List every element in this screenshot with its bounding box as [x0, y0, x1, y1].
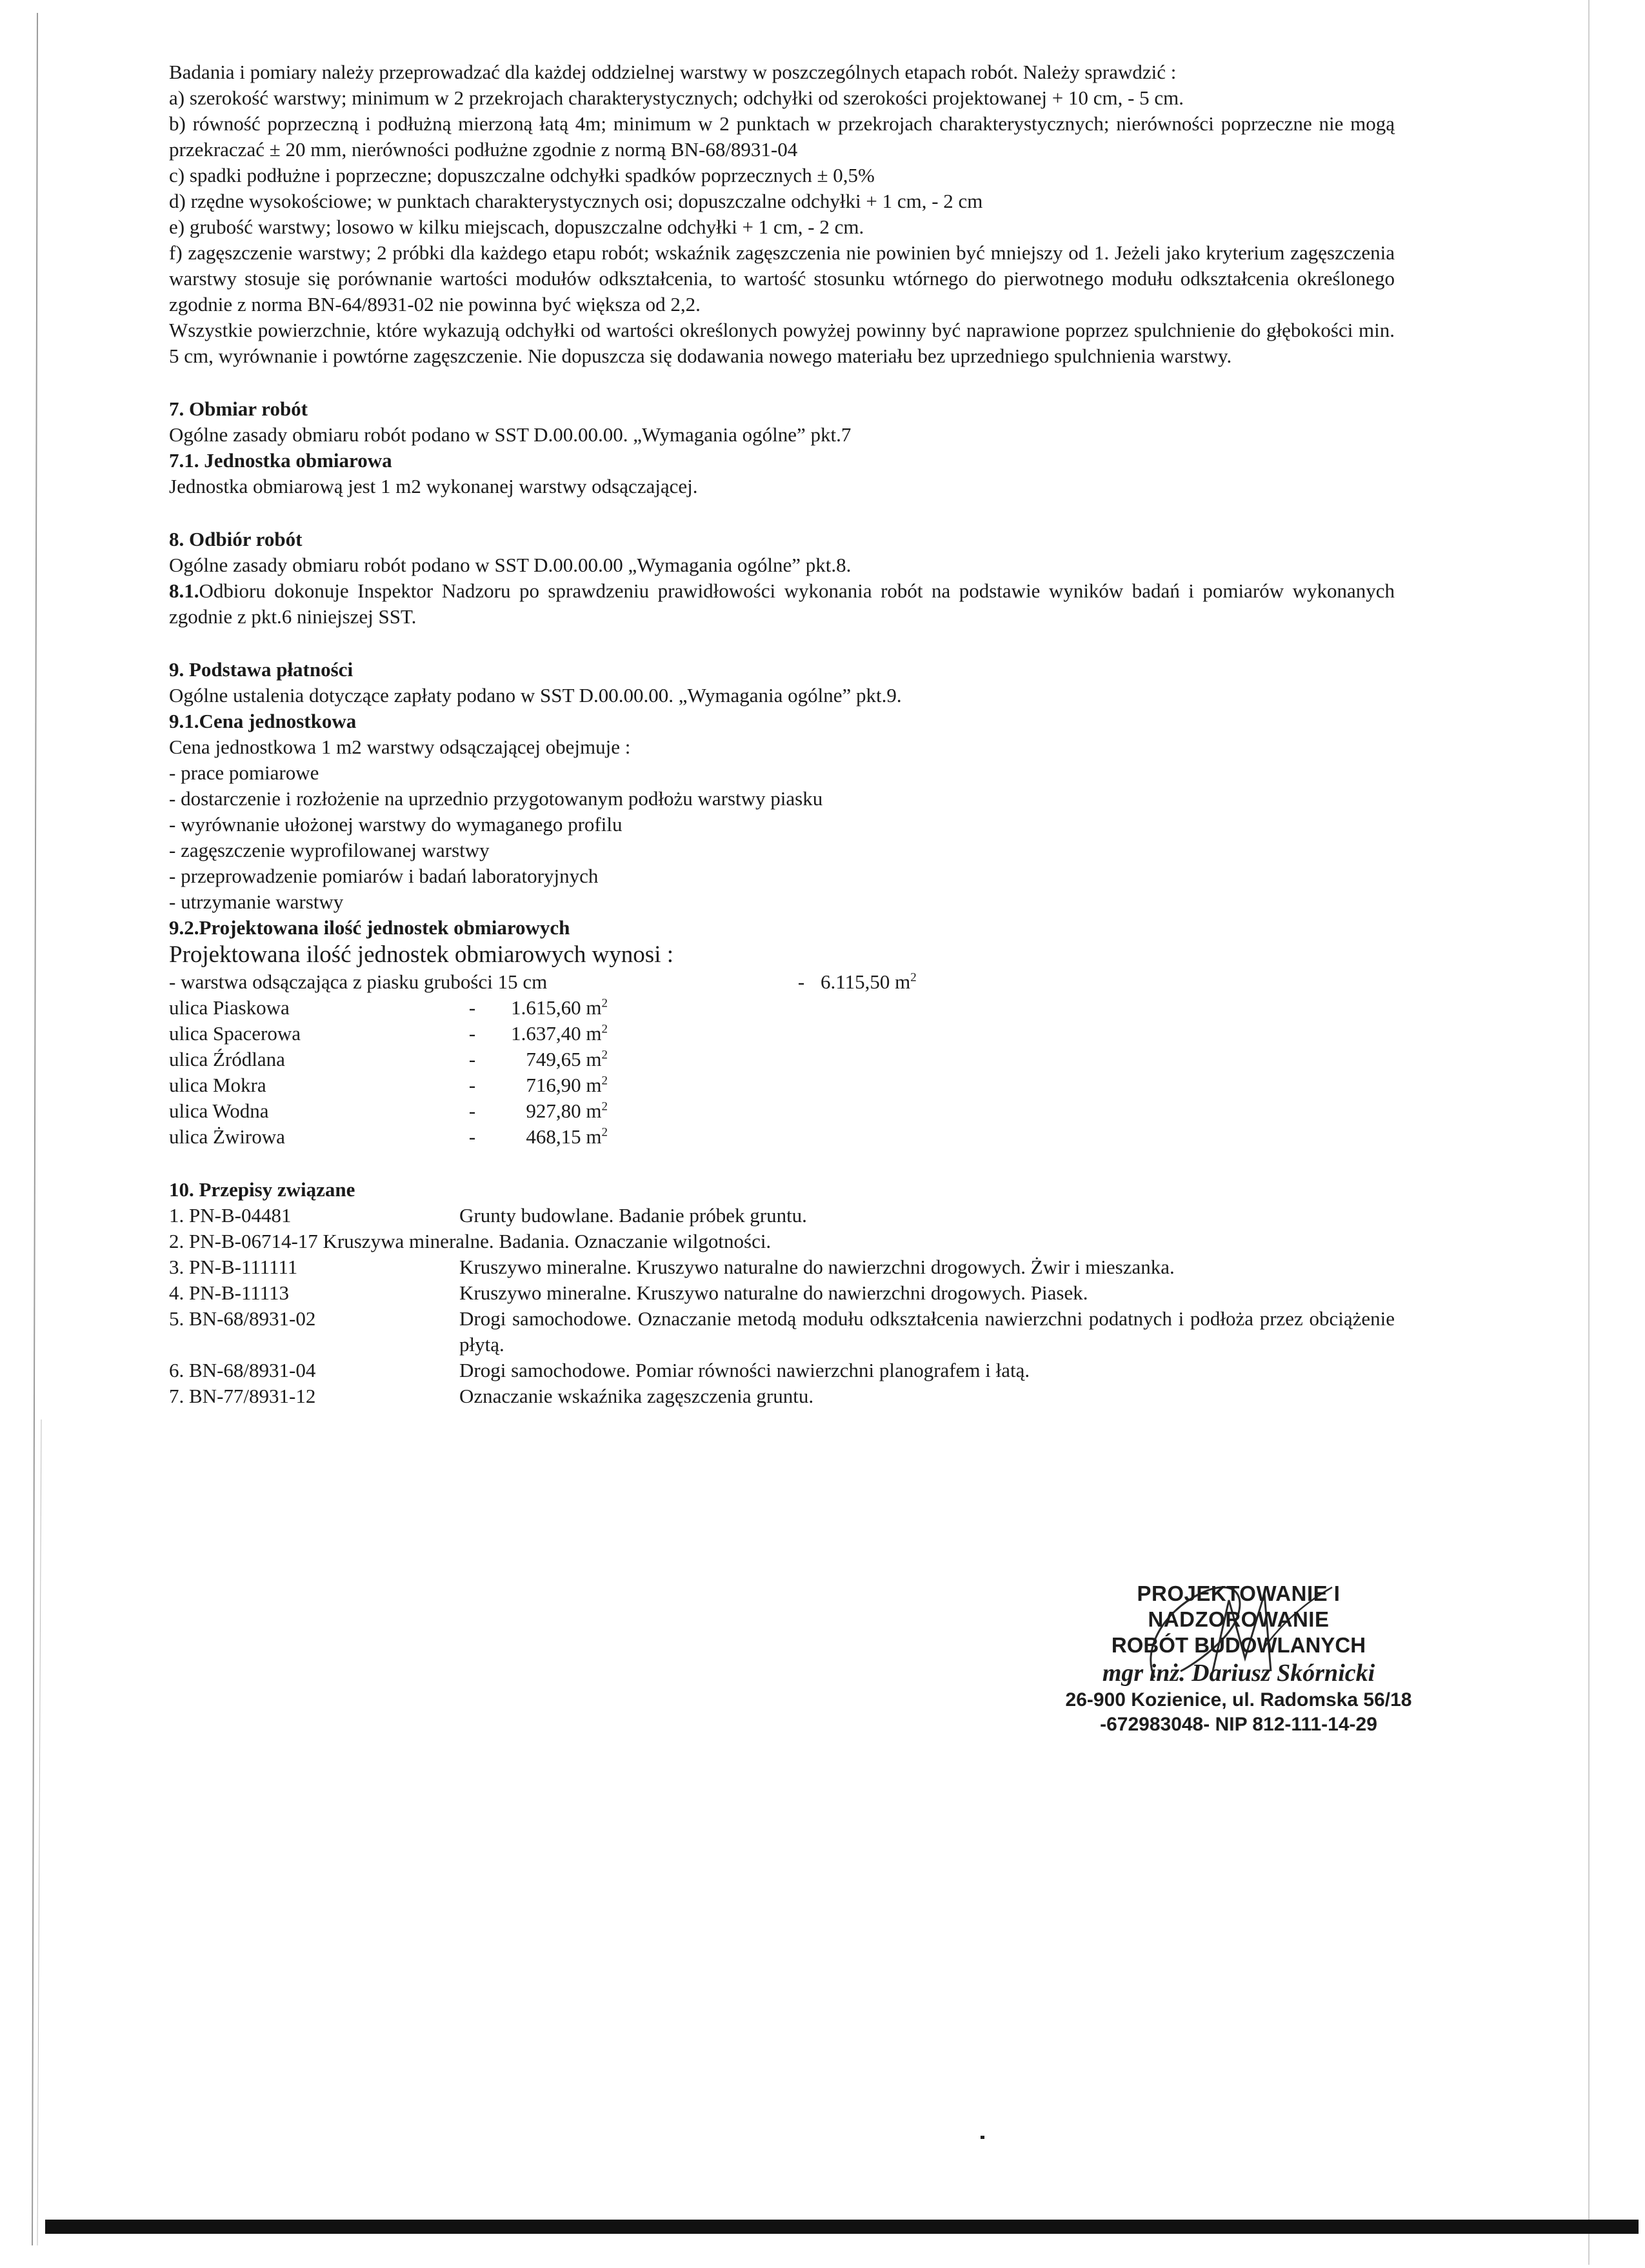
check-item-b: b) równość poprzeczną i podłużną mierzoną łatą 4m; minimum w 2 punktach w przekrojach charakterystycznych; nierówności poprzeczne nie mogą przekraczać ± 20 mm, nierówności podłużne zgodnie z normą BN-68/8931-04 — [169, 112, 1395, 161]
street-dash: - — [468, 1048, 476, 1070]
reference-row — [169, 1254, 1395, 1280]
reference-row — [169, 1280, 1395, 1306]
reference-code: 3. PN-B-111111 — [169, 1256, 298, 1278]
check-item-f: f) zagęszczenie warstwy; 2 próbki dla każdego etapu robót; wskaźnik zagęszczenia nie powinien być mniejszy od 1. Jeżeli jako kryterium zagęszczenia warstwy stosuje się porównanie wartości modułów odkształcenia, to wartość stosunku wtórnego do pierwotnego modułu odkształcenia określonego zgodnie z norma BN-64/8931-02 nie powinna być większa od 2,2. — [169, 241, 1395, 316]
street-quantity-row — [169, 1021, 1395, 1047]
section6-intro: Badania i pomiary należy przeprowadzać dla każdej oddzielnej warstwy w poszczególnych etapach robót. Należy sprawdzić : — [169, 61, 1177, 83]
street-quantity: 1.637,40 $m^2$ — [511, 1022, 608, 1045]
section8-heading: 8. Odbiór robót — [169, 528, 303, 550]
street-quantity: 468,15 $m^2$ — [526, 1125, 608, 1148]
reference-title: Drogi samochodowe. Pomiar równości nawierzchni planografem i łatą. — [459, 1359, 1030, 1381]
street-dash: - — [468, 1022, 476, 1045]
street-dash: - — [468, 1099, 476, 1122]
reference-row — [169, 1358, 1395, 1383]
stamp-line-company-2: ROBÓT BUDOWLANYCH — [1111, 1633, 1366, 1657]
reference-title: Grunty budowlane. Badanie próbek gruntu. — [459, 1204, 807, 1227]
reference-code: 5. BN-68/8931-02 — [169, 1307, 316, 1330]
reference-title: Kruszywa mineralne. Badania. Oznaczanie wilgotności. — [323, 1230, 772, 1252]
street-name: ulica Źródlana — [169, 1048, 285, 1070]
street-name: ulica Piaskowa — [169, 996, 290, 1019]
total-quantity-row — [169, 969, 1395, 995]
street-quantity-row — [169, 995, 1395, 1021]
stamp-line-name: mgr inż. Dariusz Skórnicki — [1102, 1660, 1375, 1687]
street-quantity-row — [169, 1072, 1395, 1098]
section9-1-intro: Cena jednostkowa 1 m2 warstwy odsączającej obejmuje : — [169, 736, 631, 758]
street-name: ulica Wodna — [169, 1099, 269, 1122]
check-item-e: e) grubość warstwy; losowo w kilku miejscach, dopuszczalne odchyłki + 1 cm, - 2 cm. — [169, 216, 864, 238]
street-quantity: 749,65 $m^2$ — [526, 1048, 608, 1070]
price-item: - dostarczenie i rozłożenie na uprzednio przygotowanym podłożu warstwy piasku — [169, 787, 823, 810]
scan-bottom-edge — [45, 2220, 1639, 2234]
reference-code: 4. PN-B-11113 — [169, 1281, 289, 1304]
section7-heading: 7. Obmiar robót — [169, 397, 308, 420]
reference-title: Drogi samochodowe. Oznaczanie metodą modułu odkształcenia nawierzchni podatnych i podłoża przez obciążenie płytą. — [459, 1307, 1395, 1356]
check-item-c: c) spadki podłużne i poprzeczne; dopuszczalne odchyłki spadków poprzecznych ± 0,5% — [169, 164, 875, 186]
section8-1-text: Odbioru dokonuje Inspektor Nadzoru po sprawdzeniu prawidłowości wykonania robót na podstawie wyników badań i pomiarów wykonanych zgodnie z pkt.6 niniejszej SST. — [169, 579, 1395, 628]
price-item: - przeprowadzenie pomiarów i badań laboratoryjnych — [169, 865, 599, 887]
reference-code: 6. BN-68/8931-04 — [169, 1359, 316, 1381]
reference-row — [169, 1306, 1395, 1358]
reference-row — [169, 1229, 1395, 1254]
total-quantity-dash: - — [797, 970, 805, 993]
reference-code: 1. PN-B-04481 — [169, 1204, 292, 1227]
section8-text: Ogólne zasady obmiaru robót podano w SST D.00.00.00 „Wymagania ogólne” pkt.8. — [169, 554, 852, 576]
street-dash: - — [468, 1125, 476, 1148]
price-item: - zagęszczenie wyprofilowanej warstwy — [169, 839, 490, 861]
total-quantity-value: 6.115,50 $m^2$ — [821, 970, 917, 993]
street-quantity: 716,90 $m^2$ — [526, 1074, 608, 1096]
reference-title: Kruszywo mineralne. Kruszywo naturalne do nawierzchni drogowych. Piasek. — [459, 1281, 1088, 1304]
reference-row — [169, 1203, 1395, 1229]
section9-2-intro: Projektowana ilość jednostek obmiarowych wynosi : — [169, 941, 674, 968]
document-body — [169, 59, 1395, 1409]
section6-closing: Wszystkie powierzchnie, które wykazują odchyłki od wartości określonych powyżej powinny być naprawione poprzez spulchnienie do głębokości min. 5 cm, wyrównanie i powtórne zagęszczenie. Nie dopuszcza się dodawania nowego materiału bez uprzedniego spulchnienia warstwy. — [169, 319, 1395, 367]
scan-left-shadow — [0, 0, 45, 2265]
section10-heading: 10. Przepisy związane — [169, 1178, 355, 1201]
street-name: ulica Spacerowa — [169, 1022, 301, 1045]
street-quantity: 1.615,60 $m^2$ — [511, 996, 608, 1019]
section9-text: Ogólne ustalenia dotyczące zapłaty podano w SST D.00.00.00. „Wymagania ogólne” pkt.9. — [169, 684, 902, 707]
section8-1-number: 8.1. — [169, 579, 199, 602]
section8-1-paragraph — [169, 578, 1395, 630]
section9-heading: 9. Podstawa płatności — [169, 658, 354, 681]
section9-2-heading: 9.2.Projektowana ilość jednostek obmiarowych — [169, 916, 570, 939]
section7-1-heading: 7.1. Jednostka obmiarowa — [169, 449, 392, 472]
street-quantity-row — [169, 1124, 1395, 1150]
price-item: - prace pomiarowe — [169, 761, 319, 784]
scan-speck — [981, 2136, 984, 2139]
reference-title: Oznaczanie wskaźnika zagęszczenia gruntu. — [459, 1385, 814, 1407]
stamp-line-address: 26-900 Kozienice, ul. Radomska 56/18 — [1065, 1689, 1412, 1711]
price-item: - wyrównanie ułożonej warstwy do wymaganego profilu — [169, 813, 623, 836]
scan-right-edge — [1588, 0, 1590, 2265]
street-dash: - — [468, 996, 476, 1019]
street-quantity-row — [169, 1098, 1395, 1124]
stamp-line-company: PROJEKTOWANIE I NADZOROWANIE — [1137, 1581, 1341, 1631]
reference-code: 2. PN-B-06714-17 — [169, 1230, 318, 1252]
stamp-line-phone-nip: -672983048- NIP 812-111-14-29 — [1100, 1714, 1377, 1735]
section9-1-heading: 9.1.Cena jednostkowa — [169, 710, 357, 732]
company-stamp — [1058, 1581, 1419, 1737]
reference-row — [169, 1383, 1395, 1409]
street-quantity: 927,80 $m^2$ — [526, 1099, 608, 1122]
street-quantity-row — [169, 1047, 1395, 1072]
street-name: ulica Mokra — [169, 1074, 266, 1096]
street-dash: - — [468, 1074, 476, 1096]
price-item: - utrzymanie warstwy — [169, 890, 344, 913]
reference-code: 7. BN-77/8931-12 — [169, 1385, 316, 1407]
check-item-a: a) szerokość warstwy; minimum w 2 przekrojach charakterystycznych; odchyłki od szerokości projektowanej + 10 cm, - 5 cm. — [169, 86, 1184, 109]
check-item-d: d) rzędne wysokościowe; w punktach charakterystycznych osi; dopuszczalne odchyłki + 1 cm, - 2 cm — [169, 190, 983, 212]
street-name: ulica Żwirowa — [169, 1125, 285, 1148]
section7-1-text: Jednostka obmiarową jest 1 m2 wykonanej warstwy odsączającej. — [169, 475, 698, 497]
reference-title: Kruszywo mineralne. Kruszywo naturalne do nawierzchni drogowych. Żwir i mieszanka. — [459, 1256, 1175, 1278]
section7-text: Ogólne zasady obmiaru robót podano w SST D.00.00.00. „Wymagania ogólne” pkt.7 — [169, 423, 852, 446]
total-quantity-label: - warstwa odsączająca z piasku grubości 15 cm — [169, 970, 548, 993]
